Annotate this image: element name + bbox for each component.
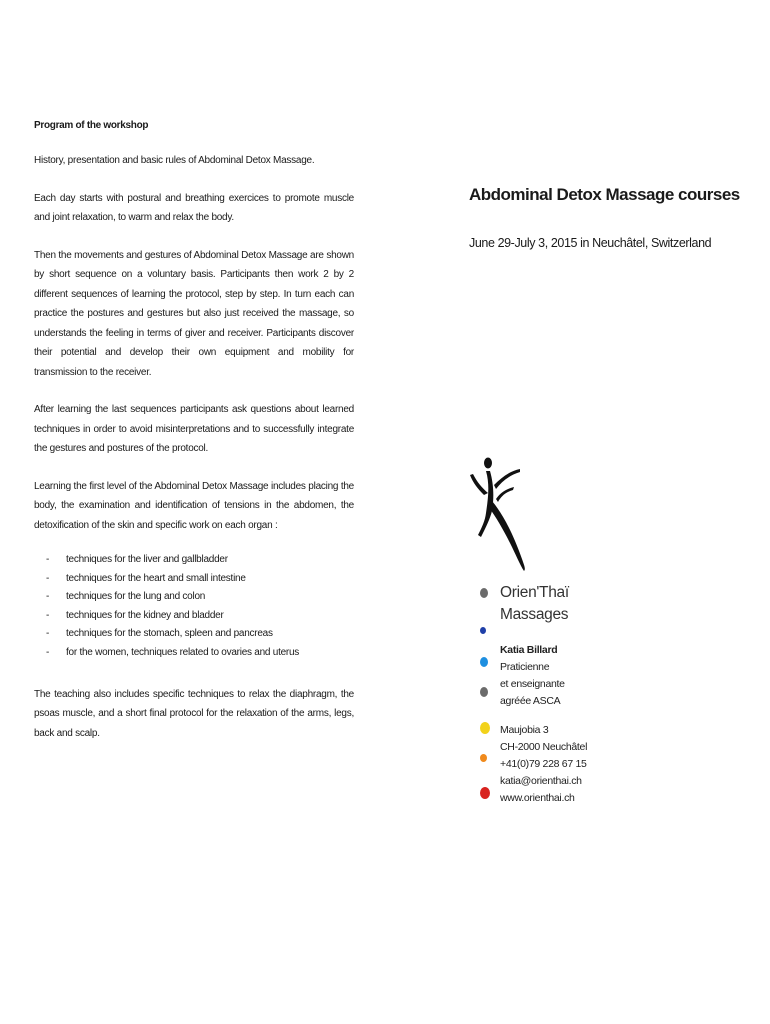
dancer-figure-logo: [466, 455, 532, 575]
list-item: - techniques for the kidney and bladder: [46, 609, 224, 621]
contact-block: [480, 582, 680, 812]
grey-dot-icon: [480, 588, 488, 598]
techniques-list: [46, 551, 354, 663]
practitioner-role: Praticienne: [500, 661, 550, 673]
list-item: - techniques for the heart and small intestine: [46, 572, 246, 584]
street-address: Maujobia 3: [500, 724, 549, 736]
orange-dot-icon: [480, 754, 487, 762]
city-address: CH-2000 Neuchâtel: [500, 741, 588, 753]
closing-paragraph: The teaching also includes specific techniques to relax the diaphragm, the psoas muscle, and a short final protocol for the relaxation of the arms, legs, back and scalp.: [34, 688, 354, 739]
email-address: katia@orienthai.ch: [500, 775, 582, 787]
phone-number: +41(0)79 228 67 15: [500, 758, 587, 770]
red-dot-icon: [480, 787, 490, 799]
intro-paragraph: History, presentation and basic rules of Abdominal Detox Massage.: [34, 155, 315, 166]
course-title: Abdominal Detox Massage courses: [469, 185, 740, 204]
list-item: - techniques for the stomach, spleen and pancreas: [46, 628, 273, 640]
brand-name: Orien'Thaï Massages: [500, 584, 569, 623]
grey-dot-icon: [480, 687, 488, 697]
paragraph-movements: Then the movements and gestures of Abdominal Detox Massage are shown by short sequence on a voluntary basis. Participants then work 2 by 2 different sequences of learning the protocol, step by step. In turn each can practice the postures and gestures but also just received the massage, so understands the feeling in terms of giver and receiver. Participants discover their potential and develop their own equipment and mobility for transmission to the receiver.: [34, 249, 354, 378]
practitioner-role: agréée ASCA: [500, 695, 561, 707]
list-item: - techniques for the liver and gallbladder: [46, 554, 228, 565]
practitioner-name: Katia Billard: [500, 644, 558, 656]
list-item: - techniques for the lung and colon: [46, 591, 206, 603]
blue-dot-icon: [480, 627, 486, 634]
workshop-program-column: [34, 120, 354, 761]
program-heading: Program of the workshop: [34, 120, 149, 131]
yellow-dot-icon: [480, 722, 490, 734]
paragraph-daily-start: Each day starts with postural and breathing exercices to promote muscle and joint relaxation, to warm and relax the body.: [34, 192, 354, 223]
practitioner-info: [500, 642, 565, 710]
course-dates: June 29-July 3, 2015 in Neuchâtel, Switzerland: [469, 236, 712, 250]
paragraph-questions: After learning the last sequences participants ask questions about learned techniques in order to avoid misinterpretations and to successfully integrate the gestures and postures of the protocol.: [34, 404, 354, 454]
lightblue-dot-icon: [480, 657, 488, 667]
address-info: [500, 722, 587, 807]
practitioner-role: et enseignante: [500, 678, 565, 690]
list-item: - for the women, techniques related to ovaries and uterus: [46, 646, 300, 658]
website-address: www.orienthai.ch: [500, 792, 575, 804]
paragraph-first-level: Learning the first level of the Abdominal Detox Massage includes placing the body, the examination and identification of tensions in the abdomen, the detoxification of the skin and specific work on each organ :: [34, 480, 354, 531]
